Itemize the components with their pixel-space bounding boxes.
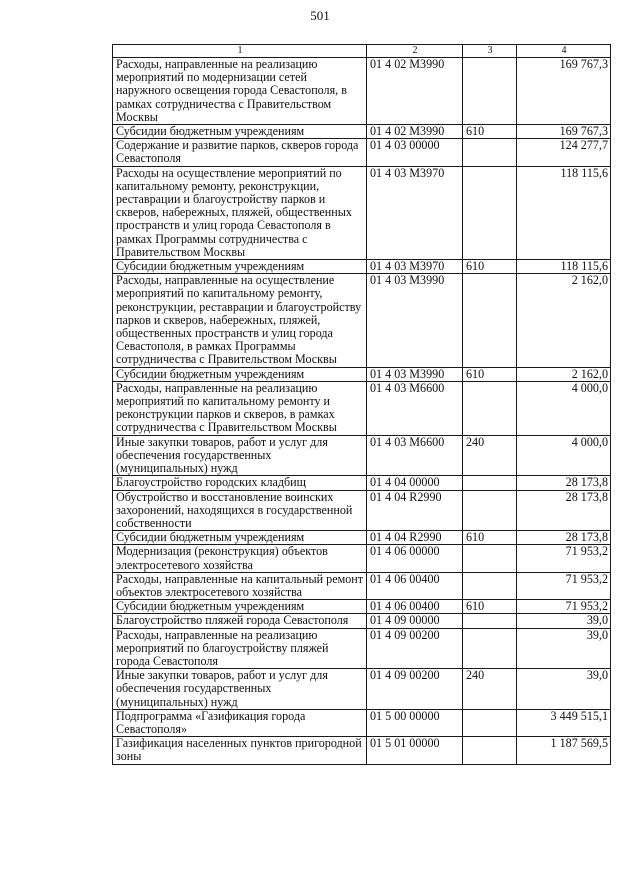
table-row [113, 669, 611, 710]
row-code-cell: 01 5 01 00000 [367, 737, 463, 764]
row-type-cell: 610 [463, 260, 517, 274]
table-row [113, 531, 611, 545]
row-amount-cell: 28 173,8 [517, 490, 611, 531]
row-name-cell: Расходы на осуществление мероприятий по капитальному ремонту, реконструкции, реставрации и благоустройству парков и скверов, набережных, пляжей, общественных пространств и улиц города Севастополя в рамках Программы сотрудничества с Правительством Москвы [113, 166, 367, 259]
table-row [113, 614, 611, 628]
row-amount-cell: 2 162,0 [517, 274, 611, 367]
row-type-cell [463, 490, 517, 531]
header-cell-type: 3 [463, 45, 517, 58]
row-type-cell [463, 614, 517, 628]
row-name-cell: Субсидии бюджетным учреждениям [113, 600, 367, 614]
row-type-cell [463, 572, 517, 599]
table-row [113, 260, 611, 274]
row-amount-cell: 4 000,0 [517, 435, 611, 476]
row-name-cell: Субсидии бюджетным учреждениям [113, 125, 367, 139]
row-code-cell: 01 4 09 00000 [367, 614, 463, 628]
row-amount-cell: 169 767,3 [517, 58, 611, 125]
table-row [113, 435, 611, 476]
table-row [113, 709, 611, 736]
row-type-cell: 240 [463, 669, 517, 710]
table-row [113, 545, 611, 572]
row-amount-cell: 124 277,7 [517, 139, 611, 166]
row-code-cell: 01 4 03 00000 [367, 139, 463, 166]
row-type-cell [463, 737, 517, 764]
row-amount-cell: 71 953,2 [517, 545, 611, 572]
table-row [113, 490, 611, 531]
row-code-cell: 01 4 03 М6600 [367, 435, 463, 476]
table-header-row [113, 45, 611, 58]
row-code-cell: 01 4 02 М3990 [367, 58, 463, 125]
row-name-cell: Расходы, направленные на реализацию мероприятий по благоустройству пляжей города Севастополя [113, 628, 367, 669]
row-amount-cell: 4 000,0 [517, 381, 611, 435]
row-name-cell: Благоустройство городских кладбищ [113, 476, 367, 490]
row-type-cell: 610 [463, 125, 517, 139]
budget-table [112, 44, 611, 765]
header-cell-code: 2 [367, 45, 463, 58]
row-name-cell: Иные закупки товаров, работ и услуг для обеспечения государственных (муниципальных) нужд [113, 669, 367, 710]
row-amount-cell: 39,0 [517, 614, 611, 628]
table-row [113, 600, 611, 614]
table-row [113, 125, 611, 139]
row-code-cell: 01 4 04 R2990 [367, 531, 463, 545]
row-name-cell: Обустройство и восстановление воинских захоронений, находящихся в государственной собственности [113, 490, 367, 531]
header-cell-name: 1 [113, 45, 367, 58]
row-amount-cell: 118 115,6 [517, 166, 611, 259]
table-row [113, 381, 611, 435]
row-type-cell [463, 274, 517, 367]
row-code-cell: 01 4 03 М6600 [367, 381, 463, 435]
row-type-cell [463, 545, 517, 572]
header-cell-amount: 4 [517, 45, 611, 58]
row-type-cell: 610 [463, 600, 517, 614]
row-name-cell: Модернизация (реконструкция) объектов электросетевого хозяйства [113, 545, 367, 572]
row-type-cell: 610 [463, 531, 517, 545]
row-type-cell: 240 [463, 435, 517, 476]
table-row [113, 367, 611, 381]
row-amount-cell: 169 767,3 [517, 125, 611, 139]
row-type-cell [463, 58, 517, 125]
row-name-cell: Расходы, направленные на капитальный ремонт объектов электросетевого хозяйства [113, 572, 367, 599]
row-amount-cell: 28 173,8 [517, 476, 611, 490]
row-code-cell: 01 4 02 М3990 [367, 125, 463, 139]
row-code-cell: 01 4 03 М3970 [367, 166, 463, 259]
row-name-cell: Газификация населенных пунктов пригородной зоны [113, 737, 367, 764]
row-amount-cell: 39,0 [517, 628, 611, 669]
row-name-cell: Субсидии бюджетным учреждениям [113, 260, 367, 274]
row-code-cell: 01 4 06 00400 [367, 572, 463, 599]
row-name-cell: Подпрограмма «Газификация города Севастополя» [113, 709, 367, 736]
row-code-cell: 01 4 03 М3990 [367, 274, 463, 367]
row-name-cell: Субсидии бюджетным учреждениям [113, 531, 367, 545]
row-code-cell: 01 4 04 00000 [367, 476, 463, 490]
row-code-cell: 01 4 09 00200 [367, 628, 463, 669]
row-amount-cell: 1 187 569,5 [517, 737, 611, 764]
table-row [113, 274, 611, 367]
row-code-cell: 01 4 06 00000 [367, 545, 463, 572]
row-name-cell: Иные закупки товаров, работ и услуг для обеспечения государственных (муниципальных) нужд [113, 435, 367, 476]
row-amount-cell: 39,0 [517, 669, 611, 710]
row-name-cell: Благоустройство пляжей города Севастополя [113, 614, 367, 628]
row-name-cell: Субсидии бюджетным учреждениям [113, 367, 367, 381]
row-amount-cell: 118 115,6 [517, 260, 611, 274]
row-type-cell [463, 139, 517, 166]
page-number: 501 [310, 8, 330, 23]
table-row [113, 139, 611, 166]
row-name-cell: Расходы, направленные на осуществление мероприятий по капитальному ремонту, реконструкции, реставрации и благоустройству парков и скверов, набережных, пляжей, общественных пространств и улиц города Севастополя, в рамках Программы сотрудничества с Правительством Москвы [113, 274, 367, 367]
row-name-cell: Содержание и развитие парков, скверов города Севастополя [113, 139, 367, 166]
row-code-cell: 01 4 04 R2990 [367, 490, 463, 531]
row-code-cell: 01 4 03 М3990 [367, 367, 463, 381]
row-code-cell: 01 4 03 М3970 [367, 260, 463, 274]
row-type-cell [463, 166, 517, 259]
row-name-cell: Расходы, направленные на реализацию мероприятий по капитальному ремонту и реконструкции парков и скверов, в рамках сотрудничества с Правительством Москвы [113, 381, 367, 435]
row-type-cell [463, 381, 517, 435]
row-type-cell [463, 709, 517, 736]
row-amount-cell: 3 449 515,1 [517, 709, 611, 736]
row-type-cell: 610 [463, 367, 517, 381]
table-row [113, 737, 611, 764]
row-amount-cell: 71 953,2 [517, 600, 611, 614]
row-type-cell [463, 628, 517, 669]
row-amount-cell: 71 953,2 [517, 572, 611, 599]
table-row [113, 166, 611, 259]
table-row [113, 476, 611, 490]
table-row [113, 572, 611, 599]
table-row [113, 58, 611, 125]
row-type-cell [463, 476, 517, 490]
row-amount-cell: 28 173,8 [517, 531, 611, 545]
row-code-cell: 01 5 00 00000 [367, 709, 463, 736]
table-row [113, 628, 611, 669]
row-amount-cell: 2 162,0 [517, 367, 611, 381]
row-code-cell: 01 4 09 00200 [367, 669, 463, 710]
row-name-cell: Расходы, направленные на реализацию мероприятий по модернизации сетей наружного освещения города Севастополя, в рамках сотрудничества с Правительством Москвы [113, 58, 367, 125]
row-code-cell: 01 4 06 00400 [367, 600, 463, 614]
